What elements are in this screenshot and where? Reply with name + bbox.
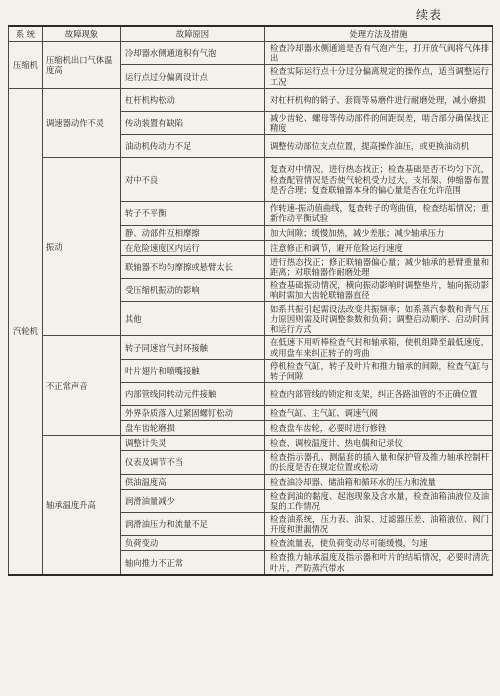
measures-cell: 检查油冷却器、储油箱和循环水的压力和流量 [265,474,493,489]
table-row [9,42,493,65]
continued-label: 续表 [415,8,442,22]
cause-cell: 冷却器水侧通道积有气泡 [121,42,265,65]
cause-cell: 外界杂质落入过紧固螺钉松动 [121,406,265,421]
header-cause: 故障原因 [121,26,265,42]
measures-cell: 检查推力轴承温度及指示器和叶片的结垢情况，必要时清洗叶片，严防蒸汽带水 [265,551,493,575]
fault-table [8,25,493,576]
phenomenon-outlet-temp: 压缩机出口气体温度高 [43,42,121,89]
measures-cell: 检查、调校温度计、热电偶和记录仪 [265,436,493,451]
cause-cell: 转子不平衡 [121,202,265,225]
phenomenon-bearing: 轴承温度升高 [43,436,121,575]
measures-cell: 检查指示器孔、测温套的插入量和保护管及推力轴承控制杆的长度是否在规定位置或松动 [265,451,493,474]
cause-cell: 联轴器不均匀摩擦或悬臂太长 [121,255,265,278]
phenomenon-governor: 调速器动作不灵 [43,88,121,157]
table-row [9,336,493,359]
cause-cell: 负荷变动 [121,536,265,551]
measures-cell: 加大间隙；缓慢加热，减少差胀；减少轴承压力 [265,225,493,240]
header-phenomenon: 故障现象 [43,26,121,42]
cause-cell: 润滑油压力和流量不足 [121,513,265,536]
cause-cell: 杠杆机构松动 [121,88,265,111]
cause-cell: 轴向推力不正常 [121,551,265,575]
measures-cell: 复查对中情况，进行热态找正；检查基础是否不均匀下沉，检查配管情况是否使气轮机受力过大，支吊架、伸缩器布置是否合理；复查联轴器本身的偏心量是否在允许范围 [265,158,493,202]
measures-cell: 如系共振引起需设法改变共振频率；如系蒸汽参数和背气压力原因则需及时调整参数和负荷；调整启动顺序、启动时间和运行方式 [265,302,493,336]
cause-cell: 盘车齿轮磨损 [121,421,265,436]
table-row [9,158,493,202]
table-row [9,436,493,451]
table-header-row [9,26,493,42]
cause-cell: 油动机传动力不足 [121,135,265,158]
measures-cell: 对杠杆机构的销子、套筒等易磨件进行耐磨处理，减小磨损 [265,88,493,111]
cause-cell: 润滑油量减少 [121,489,265,512]
measures-cell: 检查内部管线的锁定和支架，纠正各路油管的不正确位置 [265,383,493,406]
measures-cell: 检查实际运行点十分过分偏离规定的操作点，适当调整运行工况 [265,65,493,88]
measures-cell: 进行热态找正；修正联轴器偏心量；减少轴承的悬臂重量和距离；对联轴器作耐磨处理 [265,255,493,278]
system-steam-turbine: 汽轮机 [9,88,43,575]
cause-cell: 内部管线同转动元件接触 [121,383,265,406]
measures-cell: 检查气缸、主气缸、调速气阀 [265,406,493,421]
cause-cell: 受压缩机振动的影响 [121,279,265,302]
table-row [9,88,493,111]
cause-cell: 调整计失灵 [121,436,265,451]
cause-cell: 对中不良 [121,158,265,202]
measures-cell: 检查盘车齿轮，必要时进行修锉 [265,421,493,436]
header-system: 系 统 [9,26,43,42]
cause-cell: 其他 [121,302,265,336]
cause-cell: 叶片翅片和喷嘴接触 [121,359,265,382]
measures-cell: 检查润油的黏度、起泡现象及含水量，检查油箱油液位及油泵的工作情况 [265,489,493,512]
measures-cell: 检查油系统，压力表、油泵、过滤器压差、油箱液位、阀门开度和泄漏情况 [265,513,493,536]
cause-cell: 在危险速度区内运行 [121,240,265,255]
measures-cell: 停机检查气缸，转子及叶片和推力轴承的间隙，检查气缸与转子间隙 [265,359,493,382]
header-measures: 处理方法及措施 [265,26,493,42]
phenomenon-vibration: 振动 [43,158,121,336]
cause-cell: 传动装置有缺陷 [121,111,265,134]
cause-cell: 转子同速宫气封环接触 [121,336,265,359]
cause-cell: 静、动部件互相摩擦 [121,225,265,240]
measures-cell: 作转速-振动值曲线，复查转子的弯曲值，检查结垢情况；重新作动平衡试验 [265,202,493,225]
measures-cell: 检查基础振动情况，横向振动影响时调整垫片，轴向振动影响时需加大齿轮联轴器直径 [265,279,493,302]
measures-cell: 注意修正和调节，避开危险运行速度 [265,240,493,255]
cause-cell: 仪表及调节不当 [121,451,265,474]
cause-cell: 供油温度高 [121,474,265,489]
measures-cell: 调整传动部位支点位置，提高操作油压，或更换油动机 [265,135,493,158]
cause-cell: 运行点过分偏离设计点 [121,65,265,88]
measures-cell: 检查流量表，使负荷变动尽可能缓慢，匀速 [265,536,493,551]
phenomenon-noise: 不正常声音 [43,336,121,436]
measures-cell: 在低速下用听棒检查气封和轴承箱，使机组降至最低速度，或用盘车来纠正转子的弯曲 [265,336,493,359]
system-compressor: 压缩机 [9,42,43,89]
measures-cell: 检查冷却器水侧通道是否有气泡产生，打开放气阀将气体排出 [265,42,493,65]
measures-cell: 减少齿轮、螺母等传动部件的间距误差，啮合部分确保找正精度 [265,111,493,134]
